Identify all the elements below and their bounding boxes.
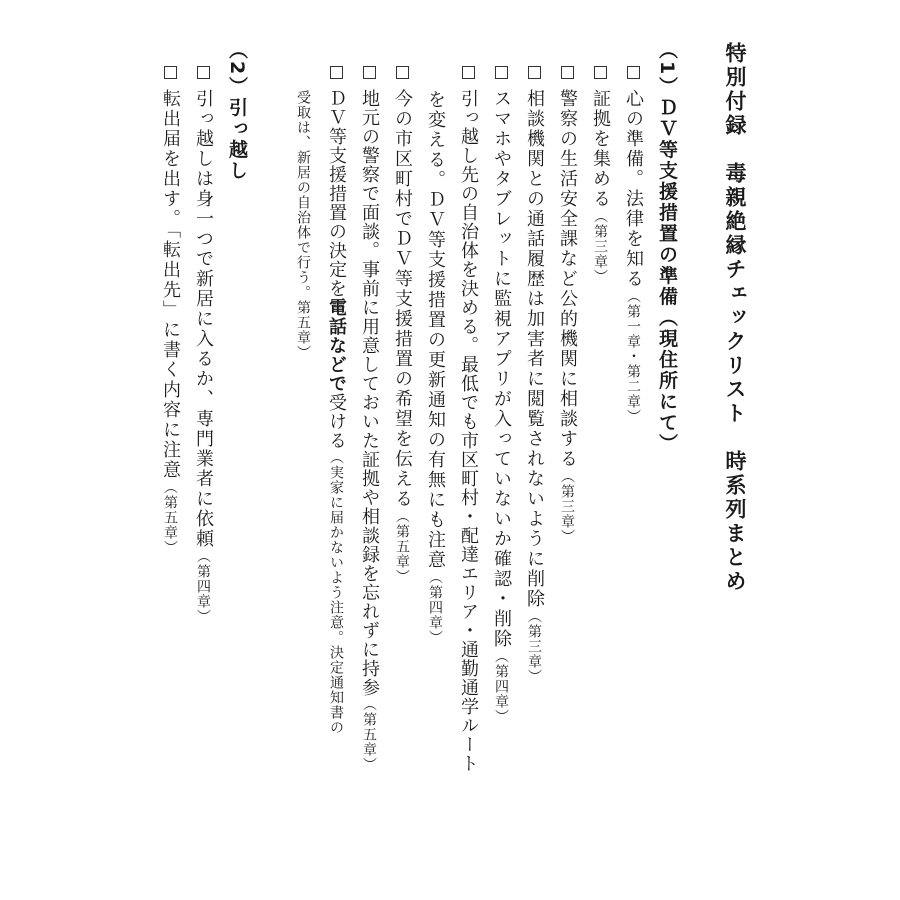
checklist-item: 相談機関との通話履歴は加害者に閲覧されないように削除（第三章） [525,66,543,684]
checkbox[interactable] [627,66,640,79]
checklist-item-continuation: を変える。ＤＶ等支援措置の更新通知の有無にも注意（第四章） [425,90,446,645]
checkbox[interactable] [462,66,475,79]
checklist-item-continuation: 受取は、新居の自治体で行う。第五章） [295,90,311,360]
checklist-item: 地元の警察で面談。事前に用意しておいた証拠や相談録を忘れずに持参（第五章） [360,66,378,772]
page-title: 特別付録 毒親絶縁チェックリスト 時系列まとめ [723,42,747,594]
checkbox[interactable] [197,66,210,79]
checklist-item: 警察の生活安全課など公的機関に相談する（第三章） [558,66,576,544]
checklist-item: ＤＶ等支援措置の決定を電話などで受ける（実家に届かないよう注意。決定通知書の [327,66,345,735]
checklist-item: 引っ越し先の自治体を決める。最低でも市区町村・配達エリア・通勤通学ルート [459,66,477,773]
checkbox[interactable] [363,66,376,79]
checkbox[interactable] [330,66,343,79]
section1-heading: （1）ＤＶ等支援措置の準備（現住所にて） [656,40,678,455]
checklist-item: 心の準備。法律を知る（第一章・第二章） [624,66,642,424]
checklist-item: スマホやタブレットに監視アプリが入っていないか確認・削除（第四章） [492,66,510,724]
checkbox[interactable] [528,66,541,79]
checklist-item: 証拠を集める（第三章） [591,66,609,284]
checklist-item: 転出届を出す。「転出先」に書く内容に注意（第五章） [161,66,179,555]
checkbox[interactable] [561,66,574,79]
checkbox[interactable] [594,66,607,79]
checkbox[interactable] [396,66,409,79]
checklist-item: 今の市区町村でＤＶ等支援措置の希望を伝える（第五章） [393,66,411,584]
checklist-item: 引っ越しは身一つで新居に入るか、専門業者に依頼（第四章） [194,66,212,624]
checkbox[interactable] [164,66,177,79]
checkbox[interactable] [495,66,508,79]
section2-heading: （2）引っ越し [226,40,248,182]
